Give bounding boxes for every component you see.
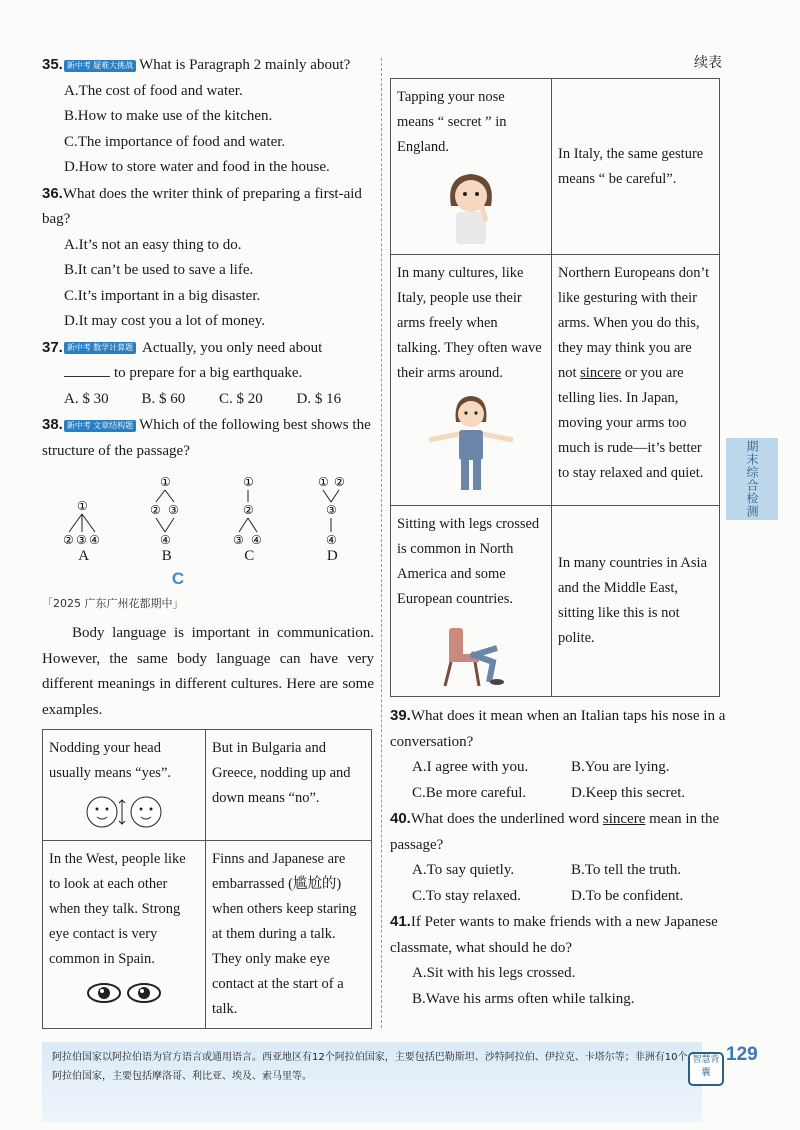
question-stem-end: to prepare for a big earthquake. [114,365,303,381]
options-row [390,884,730,910]
option: D.To be confident. [571,887,684,904]
table-cell [43,730,206,841]
nodding-faces-icon [74,792,174,832]
options-row [390,781,730,807]
column-divider [381,58,382,1028]
question-stem: What does the writer think of preparing a first-aid bag? [42,185,362,227]
table-cell [391,79,552,255]
option: A.I agree with you. [412,759,529,775]
structure-diagram-c [225,474,275,546]
left-column [42,52,374,1029]
question-number: 39. [390,707,411,724]
badge-icon: 新中考 文章结构题 [64,420,136,432]
table-cell: Finns and Japanese are embarrassed (尴尬的) when others keep staring at them during a talk. They only make eye contact at the start of a talk. [206,841,372,1029]
option: D.Keep this secret. [571,784,686,801]
svg-text:④: ④ [250,533,262,546]
svg-text:②: ② [242,503,254,517]
question-38 [42,412,374,464]
cell-text: Nodding your head usually means “yes”. [49,740,172,781]
badge-icon: 新中考 数学计算题 [64,342,136,354]
option: D.It may cost you a lot of money. [64,313,266,329]
question-stem: What does it mean when an Italian taps his nose in a conversation? [390,708,726,750]
option: C.It’s important in a big disaster. [64,287,261,304]
question-40 [390,806,730,858]
option: A.Sit with his legs crossed. [412,965,576,981]
answer-blank [64,376,110,377]
svg-text:①: ① [317,475,329,489]
examples-table-right [390,78,720,697]
crossed-legs-chair-icon [431,618,511,688]
svg-text:②: ② [333,475,345,489]
question-number: 36. [42,184,63,202]
cell-text: In many cultures, like Italy, people use their arms freely when talking. They often wave their arms around. [397,265,542,381]
question-number: 37. [42,338,63,356]
diagram-labels [42,548,374,565]
option: C.The importance of food and water. [64,133,286,150]
svg-text:③: ③ [325,503,337,517]
question-stem: Which of the following best shows the structure of the passage? [42,417,371,459]
table-row [43,730,372,841]
svg-text:②: ② [149,503,161,517]
question-stem: What is Paragraph 2 mainly about? [139,57,351,73]
underlined-word: sincere [580,365,622,381]
question-36 [42,181,374,233]
diagram-label: C [244,548,255,564]
options-row [42,387,374,413]
question-stem-end: mean in the passage? [390,811,720,853]
underlined-word: sincere [602,811,646,827]
question-stem: What does the underlined word [410,811,600,827]
option: D.How to store water and food in the house. [64,159,330,175]
question-stem: Actually, you only need about [142,339,323,356]
option: B.Wave his arms often while talking. [412,990,635,1007]
option: C. $ 20 [219,390,263,407]
continued-table-title: 续表 [694,55,722,71]
svg-text:②: ② [62,533,74,546]
footer-note: 阿拉伯国家以阿拉伯语为官方语言或通用语言。西亚地区有12个阿拉伯国家，主要包括巴勒斯坦、沙特阿拉伯、伊拉克、卡塔尔等；非洲有10个阿拉伯国家，主要包括摩洛哥、利比亚、埃及、索马里等。 [42,1042,702,1122]
option: A.It’s not an easy thing to do. [64,236,242,253]
question-37 [42,335,374,387]
question-number: 40. [390,810,411,827]
diagram-label: A [78,548,90,564]
option: B.You are lying. [571,759,670,775]
eyes-icon [79,978,169,1008]
options-row [390,755,730,781]
table-cell: In many countries in Asia and the Middle East, sitting like this is not polite. [552,506,720,697]
svg-text:③: ③ [75,533,87,546]
table-row [391,79,720,255]
right-column [390,52,730,1012]
girl-waving-arms-icon [421,392,521,497]
structure-diagram-d [308,474,358,546]
examples-table-left [42,729,372,1029]
cell-text: Tapping your nose means “ secret ” in England. [397,89,507,155]
wisdom-bag-icon: 智慧背囊 [688,1052,724,1086]
girl-tapping-nose-icon [436,166,506,246]
table-row [391,506,720,697]
diagram-label: B [161,548,172,564]
svg-text:①: ① [76,499,88,513]
section-label: C [171,569,185,588]
svg-text:①: ① [159,475,171,489]
option: C.Be more careful. [412,784,527,801]
question-39 [390,703,730,755]
options-row [390,858,730,884]
structure-diagram-a [59,474,109,546]
option: B.To tell the truth. [571,862,682,878]
question-41 [390,909,730,961]
table-cell [391,506,552,697]
question-stem: If Peter wants to make friends with a new Japanese classmate, what should he do? [390,914,718,956]
option: B.How to make use of the kitchen. [64,108,273,124]
badge-icon: 新中考 疑难大挑战 [64,60,136,72]
svg-text:③: ③ [167,503,179,517]
page-number: 129 [726,1044,758,1065]
structure-diagrams [42,474,374,546]
table-cell: In Italy, the same gesture means “ be careful”. [552,79,720,255]
cell-text: or you are telling lies. In Japan, moving your arms too much is rude—it’s better to stay relaxed and quiet. [558,365,704,481]
question-number: 41. [390,913,411,930]
diagram-label: D [326,548,338,564]
svg-text:④: ④ [88,533,100,546]
cell-text: Northern Europeans don’t like gesturing with their arms. When you do this, they may think you are not [558,265,710,381]
question-number: 38. [42,416,63,433]
option: C.To stay relaxed. [412,887,521,904]
svg-text:④: ④ [159,533,171,546]
side-tab-final-test: 期末综合检测 [726,438,778,520]
table-row [43,841,372,1029]
cell-text: Sitting with legs crossed is common in North America and some European countries. [397,516,540,607]
option: A.The cost of food and water. [64,82,243,99]
option: A. $ 30 [64,390,109,407]
cell-text: In the West, people like to look at each other when they talk. Strong eye contact is very common in Spain. [49,851,186,967]
question-number: 35. [42,56,63,73]
structure-diagram-b [142,474,192,546]
table-cell: But in Bulgaria and Greece, nodding up and down means “no”. [206,730,372,841]
passage-source: 「2025 广东广州花都期中」 [42,597,184,610]
svg-text:③: ③ [232,533,244,546]
table-cell [391,255,552,506]
option: B.It can’t be used to save a life. [64,262,254,278]
svg-text:④: ④ [325,533,337,546]
table-row [391,255,720,506]
passage-intro: Body language is important in communication. However, the same body language can have very different meanings in different cultures. Here are some examples. [42,625,374,718]
option: D. $ 16 [296,390,342,407]
table-cell [552,255,720,506]
svg-text:①: ① [242,475,254,489]
option: B. $ 60 [141,390,186,407]
table-cell [43,841,206,1029]
option: A.To say quietly. [412,862,515,878]
question-35 [42,52,374,79]
